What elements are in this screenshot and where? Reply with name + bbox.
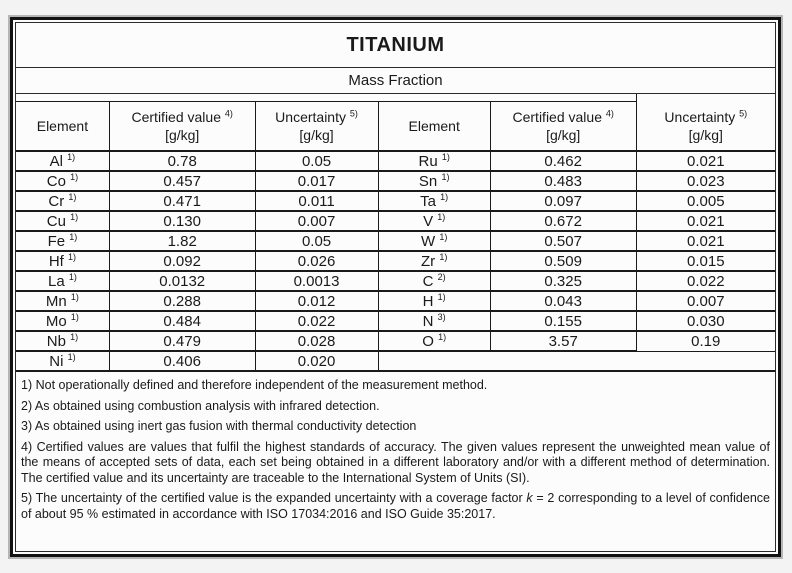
footnote-reference: 1): [437, 291, 446, 302]
element-symbol: Al: [49, 152, 63, 170]
element-symbol: W: [421, 232, 436, 250]
certified-value-cell: 0.288: [109, 291, 255, 311]
table-row: [16, 271, 775, 291]
footnote-reference: 1): [69, 231, 78, 242]
element-cell: [378, 271, 490, 291]
empty-cell: [490, 351, 636, 371]
uncertainty-cell: 0.017: [255, 171, 378, 191]
table-row: [16, 291, 775, 311]
element-cell: [16, 231, 109, 251]
certificate-frame: [10, 17, 781, 557]
certified-value-cell: 0.462: [490, 151, 636, 171]
footnote-3: 3) As obtained using inert gas fusion with thermal conductivity detection: [21, 419, 417, 433]
certified-value-cell: 0.097: [490, 191, 636, 211]
certified-value-cell: 0.507: [490, 231, 636, 251]
footnote-4: 4) Certified values are values that fulfil the highest standards of accuracy. The given values represent the unweighted mean value of the means of accepted sets of data, each set being obtained in a different laboratory and/or with a different method of determination. The certified value and its uncertainty are traceable to the International System of Units (SI).: [21, 439, 770, 485]
uncertainty-cell: 0.021: [636, 231, 775, 251]
empty-cell: [636, 351, 775, 371]
uncertainty-cell: 0.020: [255, 351, 378, 371]
element-cell: [378, 151, 490, 171]
certified-value-cell: 0.484: [109, 311, 255, 331]
element-cell: [16, 331, 109, 351]
footnote-reference: 3): [437, 311, 446, 322]
element-symbol: V: [423, 212, 434, 230]
element-symbol: Nb: [46, 332, 66, 350]
element-cell: [378, 211, 490, 231]
element-cell: [16, 291, 109, 311]
certified-value-cell: 0.092: [109, 251, 255, 271]
element-cell: [16, 311, 109, 331]
element-cell: [378, 331, 490, 351]
footnote-reference: 1): [440, 191, 449, 202]
certified-value-cell: 0.479: [109, 331, 255, 351]
element-symbol: C: [422, 272, 434, 290]
uncertainty-cell: 0.19: [636, 331, 775, 351]
element-cell: [378, 291, 490, 311]
element-symbol: O: [422, 332, 434, 350]
footnote-reference: 1): [70, 211, 79, 222]
footnote-reference: 1): [439, 231, 448, 242]
certified-value-cell: 0.78: [109, 151, 255, 171]
table-row: [16, 151, 775, 171]
footnote-reference: 1): [70, 171, 79, 182]
column-header-row: [16, 102, 775, 152]
element-symbol: Mo: [45, 312, 67, 330]
element-symbol: H: [422, 292, 434, 310]
uncertainty-cell: 0.011: [255, 191, 378, 211]
footnote-reference: 1): [441, 171, 450, 182]
footnote-reference: 1): [438, 331, 447, 342]
certified-value-cell: 0.155: [490, 311, 636, 331]
footnote-reference: 2): [437, 271, 446, 282]
col-header-certified-right: Certified value $^{4)}$ [g/kg]: [490, 102, 636, 152]
col-header-element-right: Element: [378, 102, 490, 152]
element-cell: [16, 251, 109, 271]
element-cell: [16, 151, 109, 171]
element-cell: [16, 211, 109, 231]
uncertainty-cell: 0.026: [255, 251, 378, 271]
element-symbol: Ta: [420, 192, 436, 210]
footnotes-section: [16, 372, 775, 551]
certified-value-cell: 0.043: [490, 291, 636, 311]
element-symbol: Ni: [49, 352, 64, 370]
empty-cell: [378, 351, 490, 371]
uncertainty-cell: 0.005: [636, 191, 775, 211]
uncertainty-cell: 0.028: [255, 331, 378, 351]
footnote-reference: 1): [68, 251, 77, 262]
table-row: [16, 211, 775, 231]
element-symbol: N: [422, 312, 434, 330]
uncertainty-cell: 0.007: [255, 211, 378, 231]
table-row: [16, 231, 775, 251]
certified-value-cell: 0.457: [109, 171, 255, 191]
footnote-reference: 1): [67, 351, 76, 362]
element-cell: [378, 251, 490, 271]
table-row: [16, 171, 775, 191]
col-header-uncertainty-left: Uncertainty $^{5)}$ [g/kg]: [255, 102, 378, 152]
footnote-reference: 1): [439, 251, 448, 262]
footnote-reference: 1): [441, 151, 450, 162]
element-cell: [16, 351, 109, 371]
footnote-reference: 1): [68, 271, 77, 282]
certified-value-cell: 0.672: [490, 211, 636, 231]
footnote-reference: 1): [70, 331, 79, 342]
uncertainty-cell: 0.021: [636, 151, 775, 171]
table-row: [16, 191, 775, 211]
certified-value-cell: 3.57: [490, 331, 636, 351]
element-cell: [16, 191, 109, 211]
mass-fraction-table: [16, 94, 775, 372]
table-subtitle: Mass Fraction: [16, 68, 775, 94]
col-header-element-left: Element: [16, 102, 109, 152]
element-symbol: La: [47, 272, 65, 290]
certified-value-cell: 0.483: [490, 171, 636, 191]
footnote-1: 1) Not operationally defined and therefore independent of the measurement method.: [21, 378, 488, 392]
uncertainty-cell: 0.030: [636, 311, 775, 331]
element-symbol: Cr: [48, 192, 65, 210]
certified-value-cell: 1.82: [109, 231, 255, 251]
uncertainty-cell: 0.021: [636, 211, 775, 231]
uncertainty-cell: 0.022: [255, 311, 378, 331]
element-cell: [16, 271, 109, 291]
certificate-inner-frame: [15, 22, 776, 552]
coverage-factor-k: k: [526, 491, 533, 505]
col-header-uncertainty-right: Uncertainty $^{5)}$ [g/kg]: [636, 102, 775, 152]
element-symbol: Sn: [418, 172, 438, 190]
header-spacer-row: [16, 94, 775, 102]
footnote-reference: 1): [437, 211, 446, 222]
footnote-reference: 1): [67, 151, 76, 162]
uncertainty-cell: 0.05: [255, 231, 378, 251]
certified-value-cell: 0.406: [109, 351, 255, 371]
uncertainty-cell: 0.022: [636, 271, 775, 291]
element-symbol: Co: [46, 172, 66, 190]
uncertainty-cell: 0.023: [636, 171, 775, 191]
certified-value-cell: 0.325: [490, 271, 636, 291]
element-cell: [16, 171, 109, 191]
footnote-reference: 1): [68, 191, 77, 202]
element-cell: [378, 311, 490, 331]
uncertainty-cell: 0.0013: [255, 271, 378, 291]
element-cell: [378, 171, 490, 191]
element-symbol: Hf: [48, 252, 64, 270]
uncertainty-cell: 0.007: [636, 291, 775, 311]
footnote-reference: 1): [70, 311, 79, 322]
element-symbol: Mn: [45, 292, 67, 310]
element-symbol: Zr: [421, 252, 436, 270]
certified-value-cell: 0.509: [490, 251, 636, 271]
element-symbol: Ru: [418, 152, 438, 170]
footnote-5: 5) The uncertainty of the certified value is the expanded uncertainty with a coverage factor k = 2 corresponding to a level of confidence of about 95 % estimated in accordance with ISO 17034:2016 and ISO Guide 35:2017.: [21, 491, 770, 521]
element-cell: [378, 191, 490, 211]
page-title: TITANIUM: [16, 23, 775, 68]
certified-value-cell: 0.0132: [109, 271, 255, 291]
element-symbol: Cu: [46, 212, 66, 230]
certified-value-cell: 0.471: [109, 191, 255, 211]
uncertainty-cell: 0.012: [255, 291, 378, 311]
table-row: [16, 351, 775, 371]
footnote-reference: 1): [70, 291, 79, 302]
table-row: [16, 311, 775, 331]
uncertainty-cell: 0.015: [636, 251, 775, 271]
footnote-2: 2) As obtained using combustion analysis with infrared detection.: [21, 398, 380, 413]
uncertainty-cell: 0.05: [255, 151, 378, 171]
col-header-certified-left: Certified value $^{4)}$ [g/kg]: [109, 102, 255, 152]
element-symbol: Fe: [47, 232, 66, 250]
element-cell: [378, 231, 490, 251]
table-row: [16, 251, 775, 271]
certified-value-cell: 0.130: [109, 211, 255, 231]
table-row: [16, 331, 775, 351]
